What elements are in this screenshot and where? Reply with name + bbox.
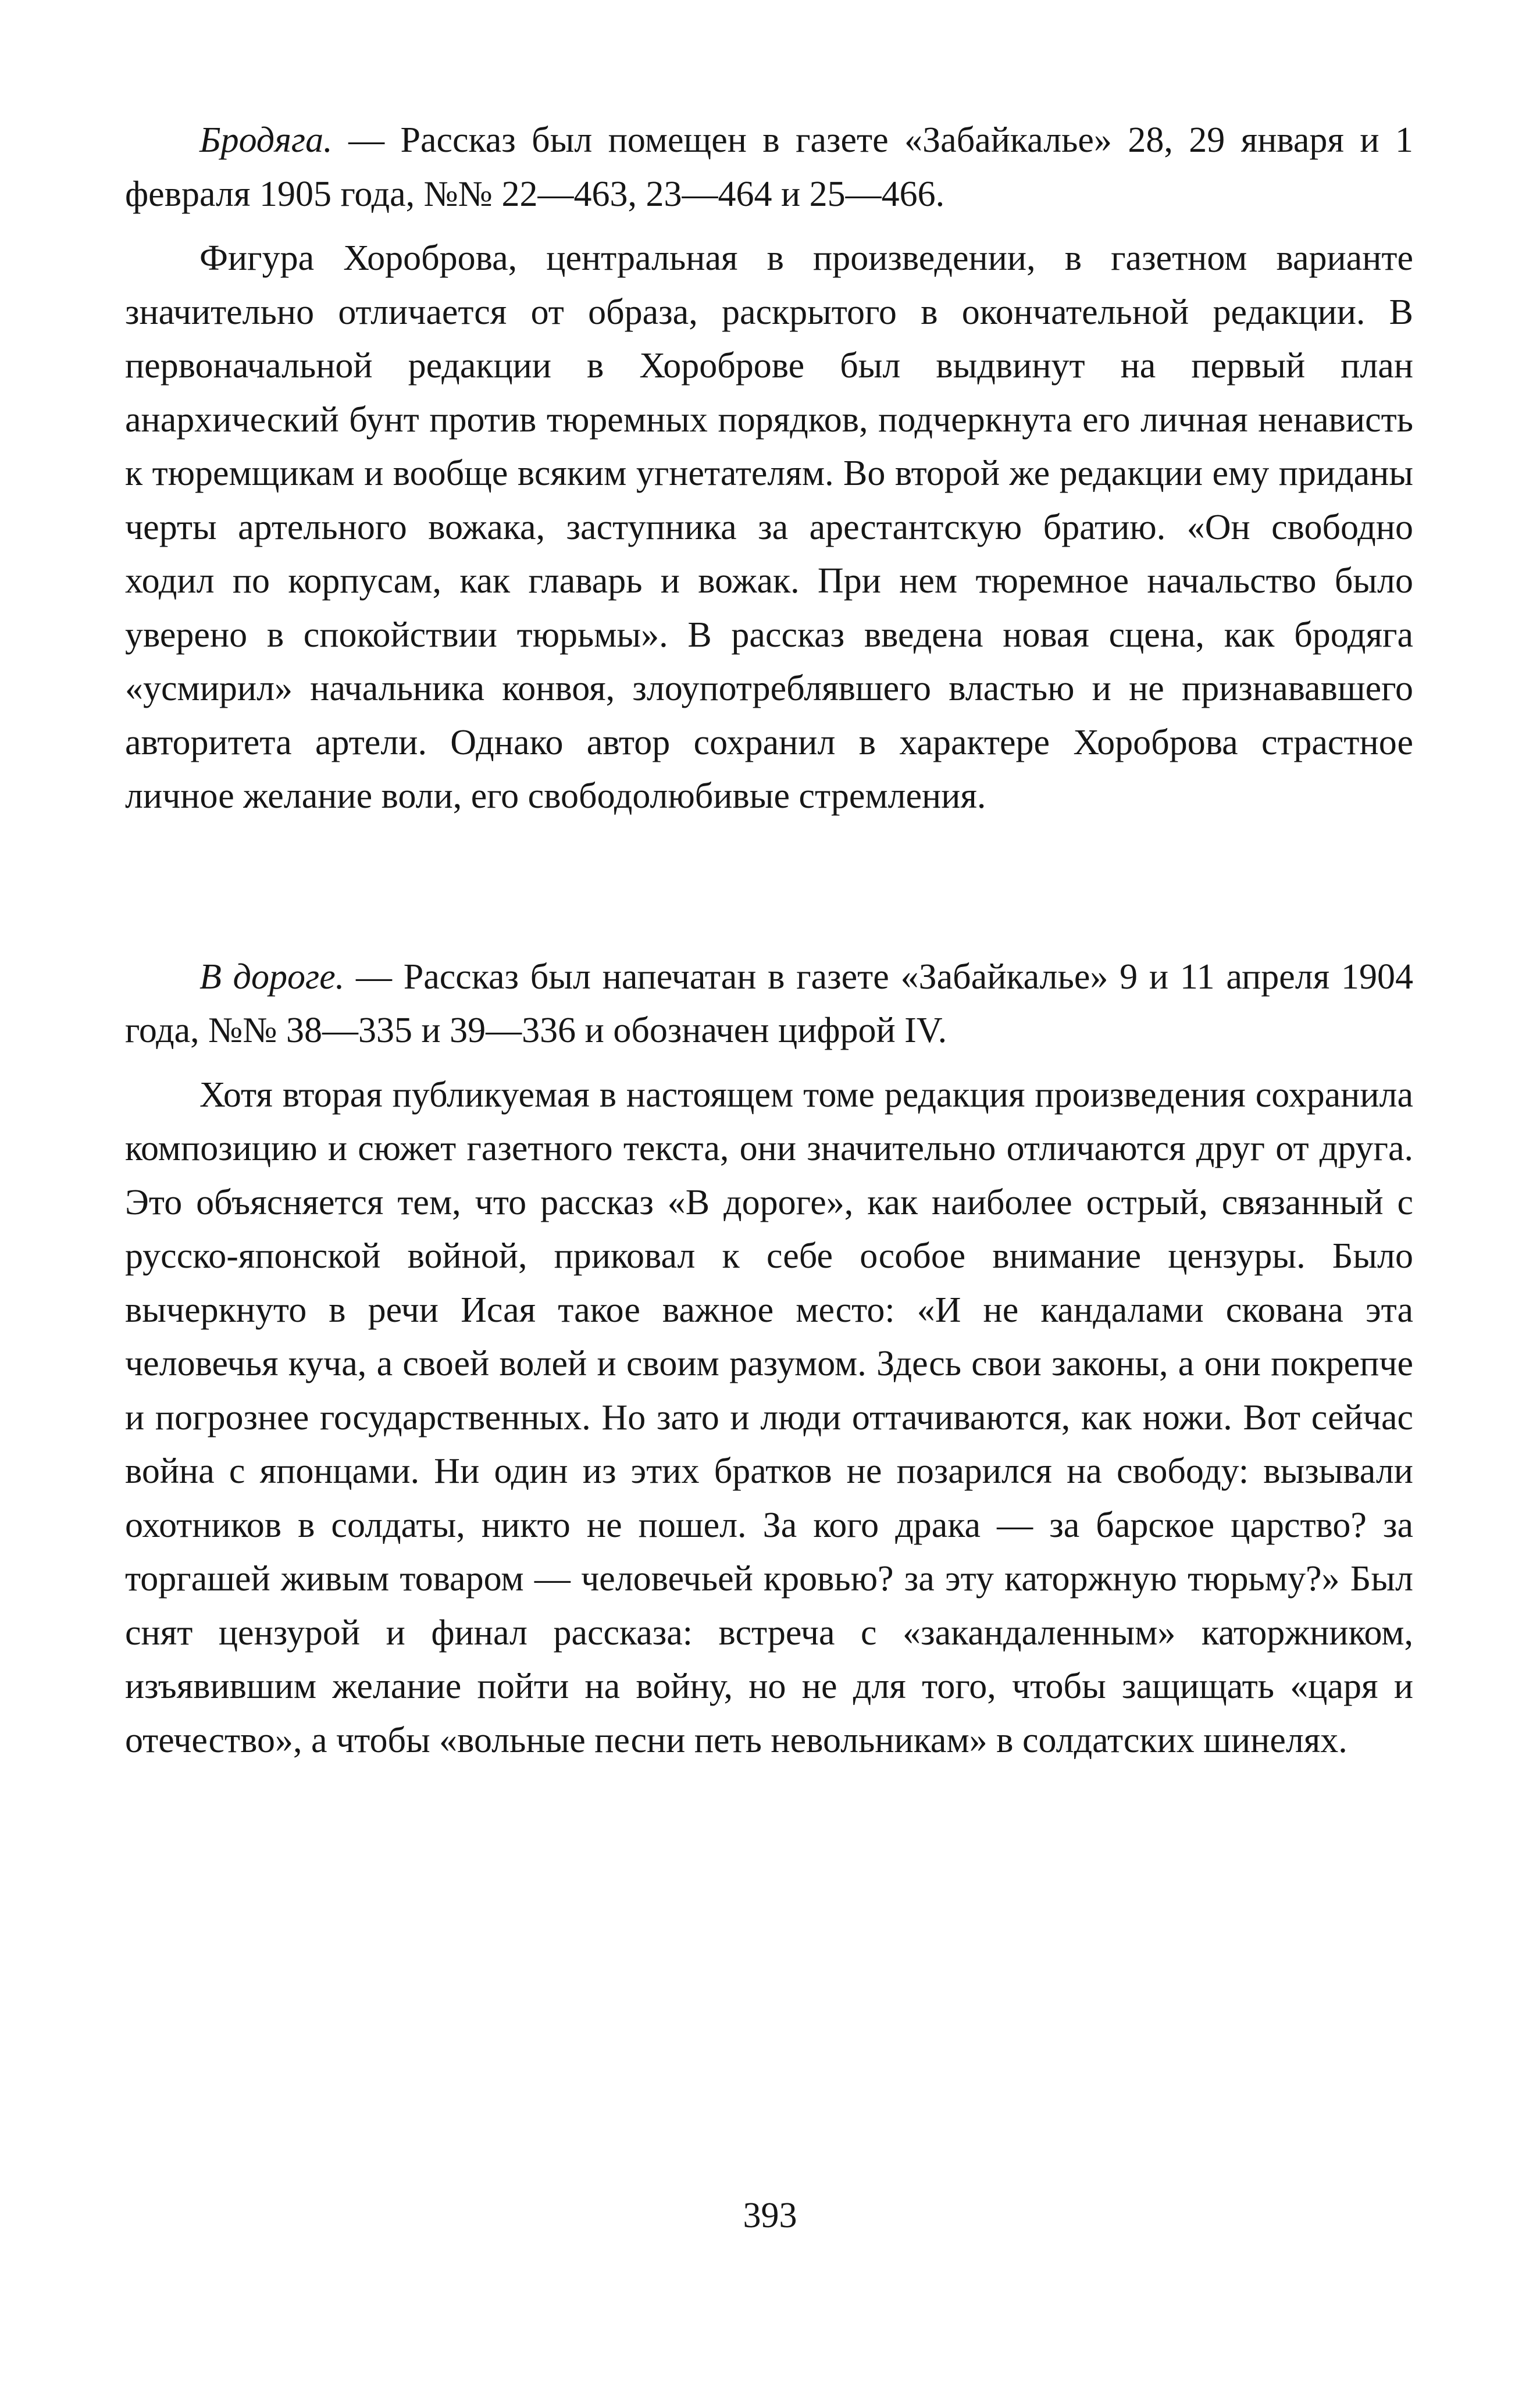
note-v-doroge	[125, 950, 1413, 1768]
page-content	[125, 113, 1413, 1767]
page-number: 393	[743, 2196, 797, 2235]
note-heading-paragraph	[125, 113, 1413, 221]
note-title: Бродяга.	[199, 120, 333, 160]
note-body-paragraph: Хотя вторая публикуемая в настоящем томе редакция произведения сохранила композицию и сюжет газетного текста, они значительно отличаются друг от друга. Это объясняется тем, что рассказ «В дороге», как наиболее острый, связанный с русско-японской войной, приковал к себе особое внимание цензуры. Было вычеркнуто в речи Исая такое важное место: «И не кандалами скована эта человечья куча, а своей волей и своим разумом. Здесь свои законы, а они покрепче и погрознее государственных. Но зато и люди оттачиваются, как ножи. Вот сейчас война с японцами. Ни один из этих братков не позарился на свободу: вызывали охотников в солдаты, никто не пошел. За кого драка — за барское царство? за торгашей живым товаром — человечьей кровью? за эту каторжную тюрьму?» Был снят цензурой и финал рассказа: встреча с «закандаленным» каторжником, изъявившим желание пойти на войну, но не для того, чтобы защищать «царя и отечество», а чтобы «вольные песни петь невольникам» в солдатских шинелях.	[125, 1075, 1413, 1760]
note-lead-text: — Рассказ был напечатан в газете «Забайкалье» 9 и 11 апреля 1904 года, №№ 38—335 и 39—336 и обозначен цифрой IV.	[125, 957, 1414, 1050]
section-spacer	[125, 823, 1413, 950]
note-body-paragraph: Фигура Хороброва, центральная в произведении, в газетном варианте значительно отличается от образа, раскрытого в окончательной редакции. В первоначальной редакции в Хороброве был выдвинут на первый план анархический бунт против тюремных порядков, подчеркнута его личная ненависть к тюремщикам и вообще всяким угнетателям. Во второй же редакции ему приданы черты артельного вожака, заступника за арестантскую братию. «Он свободно ходил по корпусам, как главарь и вожак. При нем тюремное начальство было уверено в спокойствии тюрьмы». В рассказ введена новая сцена, как бродяга «усмирил» начальника конвоя, злоупотреблявшего властью и не признававшего авторитета артели. Однако автор сохранил в характере Хороброва страстное личное желание воли, его свободолюбивые стремления.	[125, 238, 1413, 816]
note-heading-paragraph	[125, 950, 1413, 1058]
note-lead-text: — Рассказ был помещен в газете «Забайкалье» 28, 29 января и 1 февраля 1905 года, №№ 22—463, 23—464 и 25—466.	[125, 120, 1413, 214]
note-brodyaga	[125, 113, 1413, 823]
note-title: В дороге.	[199, 957, 345, 997]
